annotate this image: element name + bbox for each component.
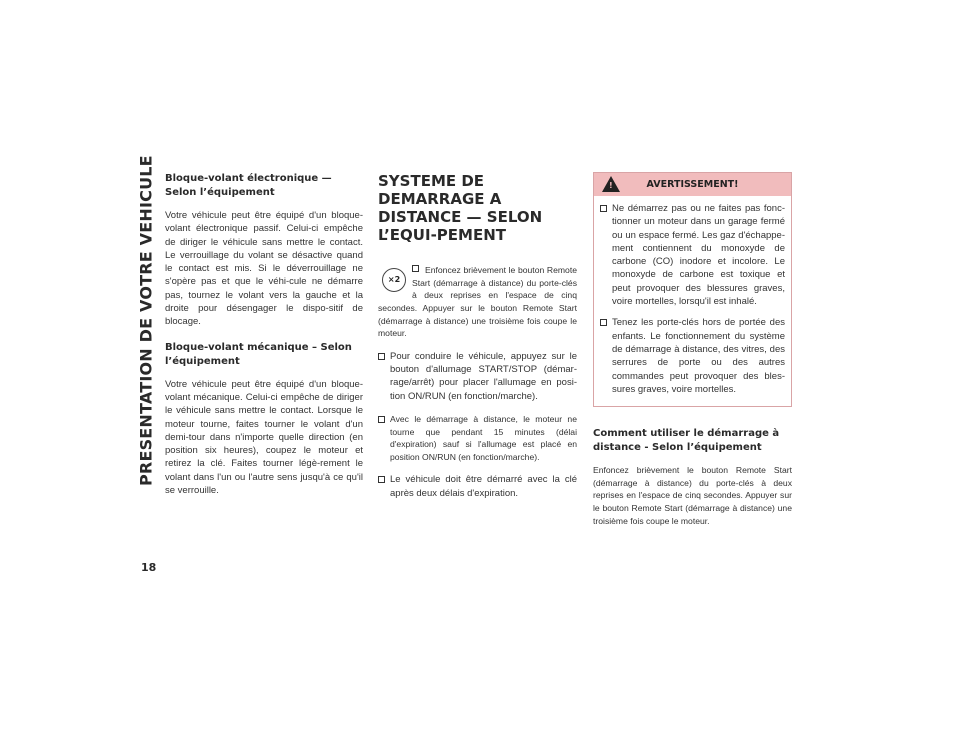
bullet-text: Pour conduire le véhicule, appuyez sur le bouton d'allumage START/STOP (démar-rage/arrêt) pour placer l'allumage en posi-tion ON/RUN (en fonction/marche). bbox=[390, 350, 577, 402]
warning-body bbox=[594, 196, 791, 406]
remote-start-instruction bbox=[378, 264, 577, 340]
section-heading-remote-start: SYSTEME DE DEMARRAGE A DISTANCE — SELON L’EQUI-PEMENT bbox=[378, 172, 543, 244]
list-item bbox=[600, 316, 785, 396]
page-number: 18 bbox=[141, 561, 157, 574]
bullet-box-icon bbox=[600, 205, 607, 212]
list-item bbox=[600, 202, 785, 308]
list-item bbox=[378, 350, 577, 403]
paragraph-mechanical-steering-lock: Votre véhicule peut être équipé d'un bloque-volant mécanique. Celui-ci empêche de diriger le véhicule sans mettre le contact. Lorsque le moteur tourne, faites tourner le volant d'un demi-tour dans n'importe quelle direction (en position six heures), coupez le moteur et retirez la clé. Faites tourner légè-rement le volant dans l'un ou l'autre sens jusqu'à ce qu'il se verrouille. bbox=[165, 378, 363, 497]
bullet-box-icon bbox=[412, 265, 419, 272]
heading-how-to-use-remote-start: Comment utiliser le démarrage à distance - Selon l’équipement bbox=[593, 428, 780, 454]
column-left bbox=[165, 172, 363, 509]
bullet-box-icon bbox=[378, 476, 385, 483]
heading-mechanical-steering-lock: Bloque-volant mécanique – Selon l’équipement bbox=[165, 341, 352, 367]
paragraph-electronic-steering-lock: Votre véhicule peut être équipé d'un bloque-volant électronique passif. Celui-ci empêche de diriger le véhicule sans mettre le contact. Le verrouillage du volant se désactive quand le contact est mis. Si le déverrouillage ne s'opère pas et que le véhi-cule ne démarre pas, tournez le volant vers la gauche et la droite pour désengager le dispo-sitif de blocage. bbox=[165, 210, 363, 328]
remote-start-instruction-text: Enfoncez brièvement le bouton Remote Start (démarrage à distance) du porte-clés à deux reprises en l'espace de cinq secondes. Appuyer sur le bouton Remote Start (démarrage à distance) une troisième fois coupe le moteur. bbox=[378, 265, 577, 339]
bullet-box-icon bbox=[600, 319, 607, 326]
section-side-title: PRESENTATION DE VOTRE VEHICULE bbox=[136, 155, 156, 486]
bullet-text: Avec le démarrage à distance, le moteur ne tourne que pendant 15 minutes (délai d'expiration) sauf si l'allumage est placé en position ON/RUN (en fonction/marche). bbox=[390, 413, 577, 462]
paragraph-how-to-use-remote-start: Enfoncez brièvement le bouton Remote Start (démarrage à distance) du porte-clés à deux reprises en l'espace de cinq secondes. Appuyer sur le bouton Remote Start (démarrage à distance) une troisième fois coupe le moteur. bbox=[593, 465, 792, 526]
warning-text: Ne démarrez pas ou ne faites pas fonc-tionner un moteur dans un garage fermé ou un espace fermé. Les gaz d'échappe-ment contiennent du monoxyde de carbone (CO) inodore et incolore. Le monoxyde de carbone est toxique et peut provoquer des blessures graves, voire mortelles, lorsqu'il est inhalé. bbox=[612, 203, 785, 308]
warning-box bbox=[593, 172, 792, 407]
list-item bbox=[378, 413, 577, 464]
bullet-box-icon bbox=[378, 416, 385, 423]
heading-electronic-steering-lock: Bloque-volant électronique — Selon l’équipement bbox=[165, 173, 332, 198]
list-item bbox=[378, 473, 577, 500]
press-twice-icon: ×2 bbox=[382, 268, 406, 292]
warning-text: Tenez les porte-clés hors de portée des enfants. Le fonctionnement du système de démarrage à distance, des vitres, des serrures de porte ou des autres commandes peut provoquer des bles-sures graves, voire mortelles. bbox=[612, 317, 785, 395]
bullet-box-icon bbox=[378, 353, 385, 360]
warning-title: AVERTISSEMENT! bbox=[646, 179, 739, 190]
warning-header bbox=[594, 173, 791, 196]
bullet-text: Le véhicule doit être démarré avec la clé après deux délais d'expiration. bbox=[390, 474, 577, 499]
column-right bbox=[593, 172, 792, 539]
column-middle bbox=[378, 172, 577, 510]
warning-exclamation: ! bbox=[609, 181, 613, 190]
